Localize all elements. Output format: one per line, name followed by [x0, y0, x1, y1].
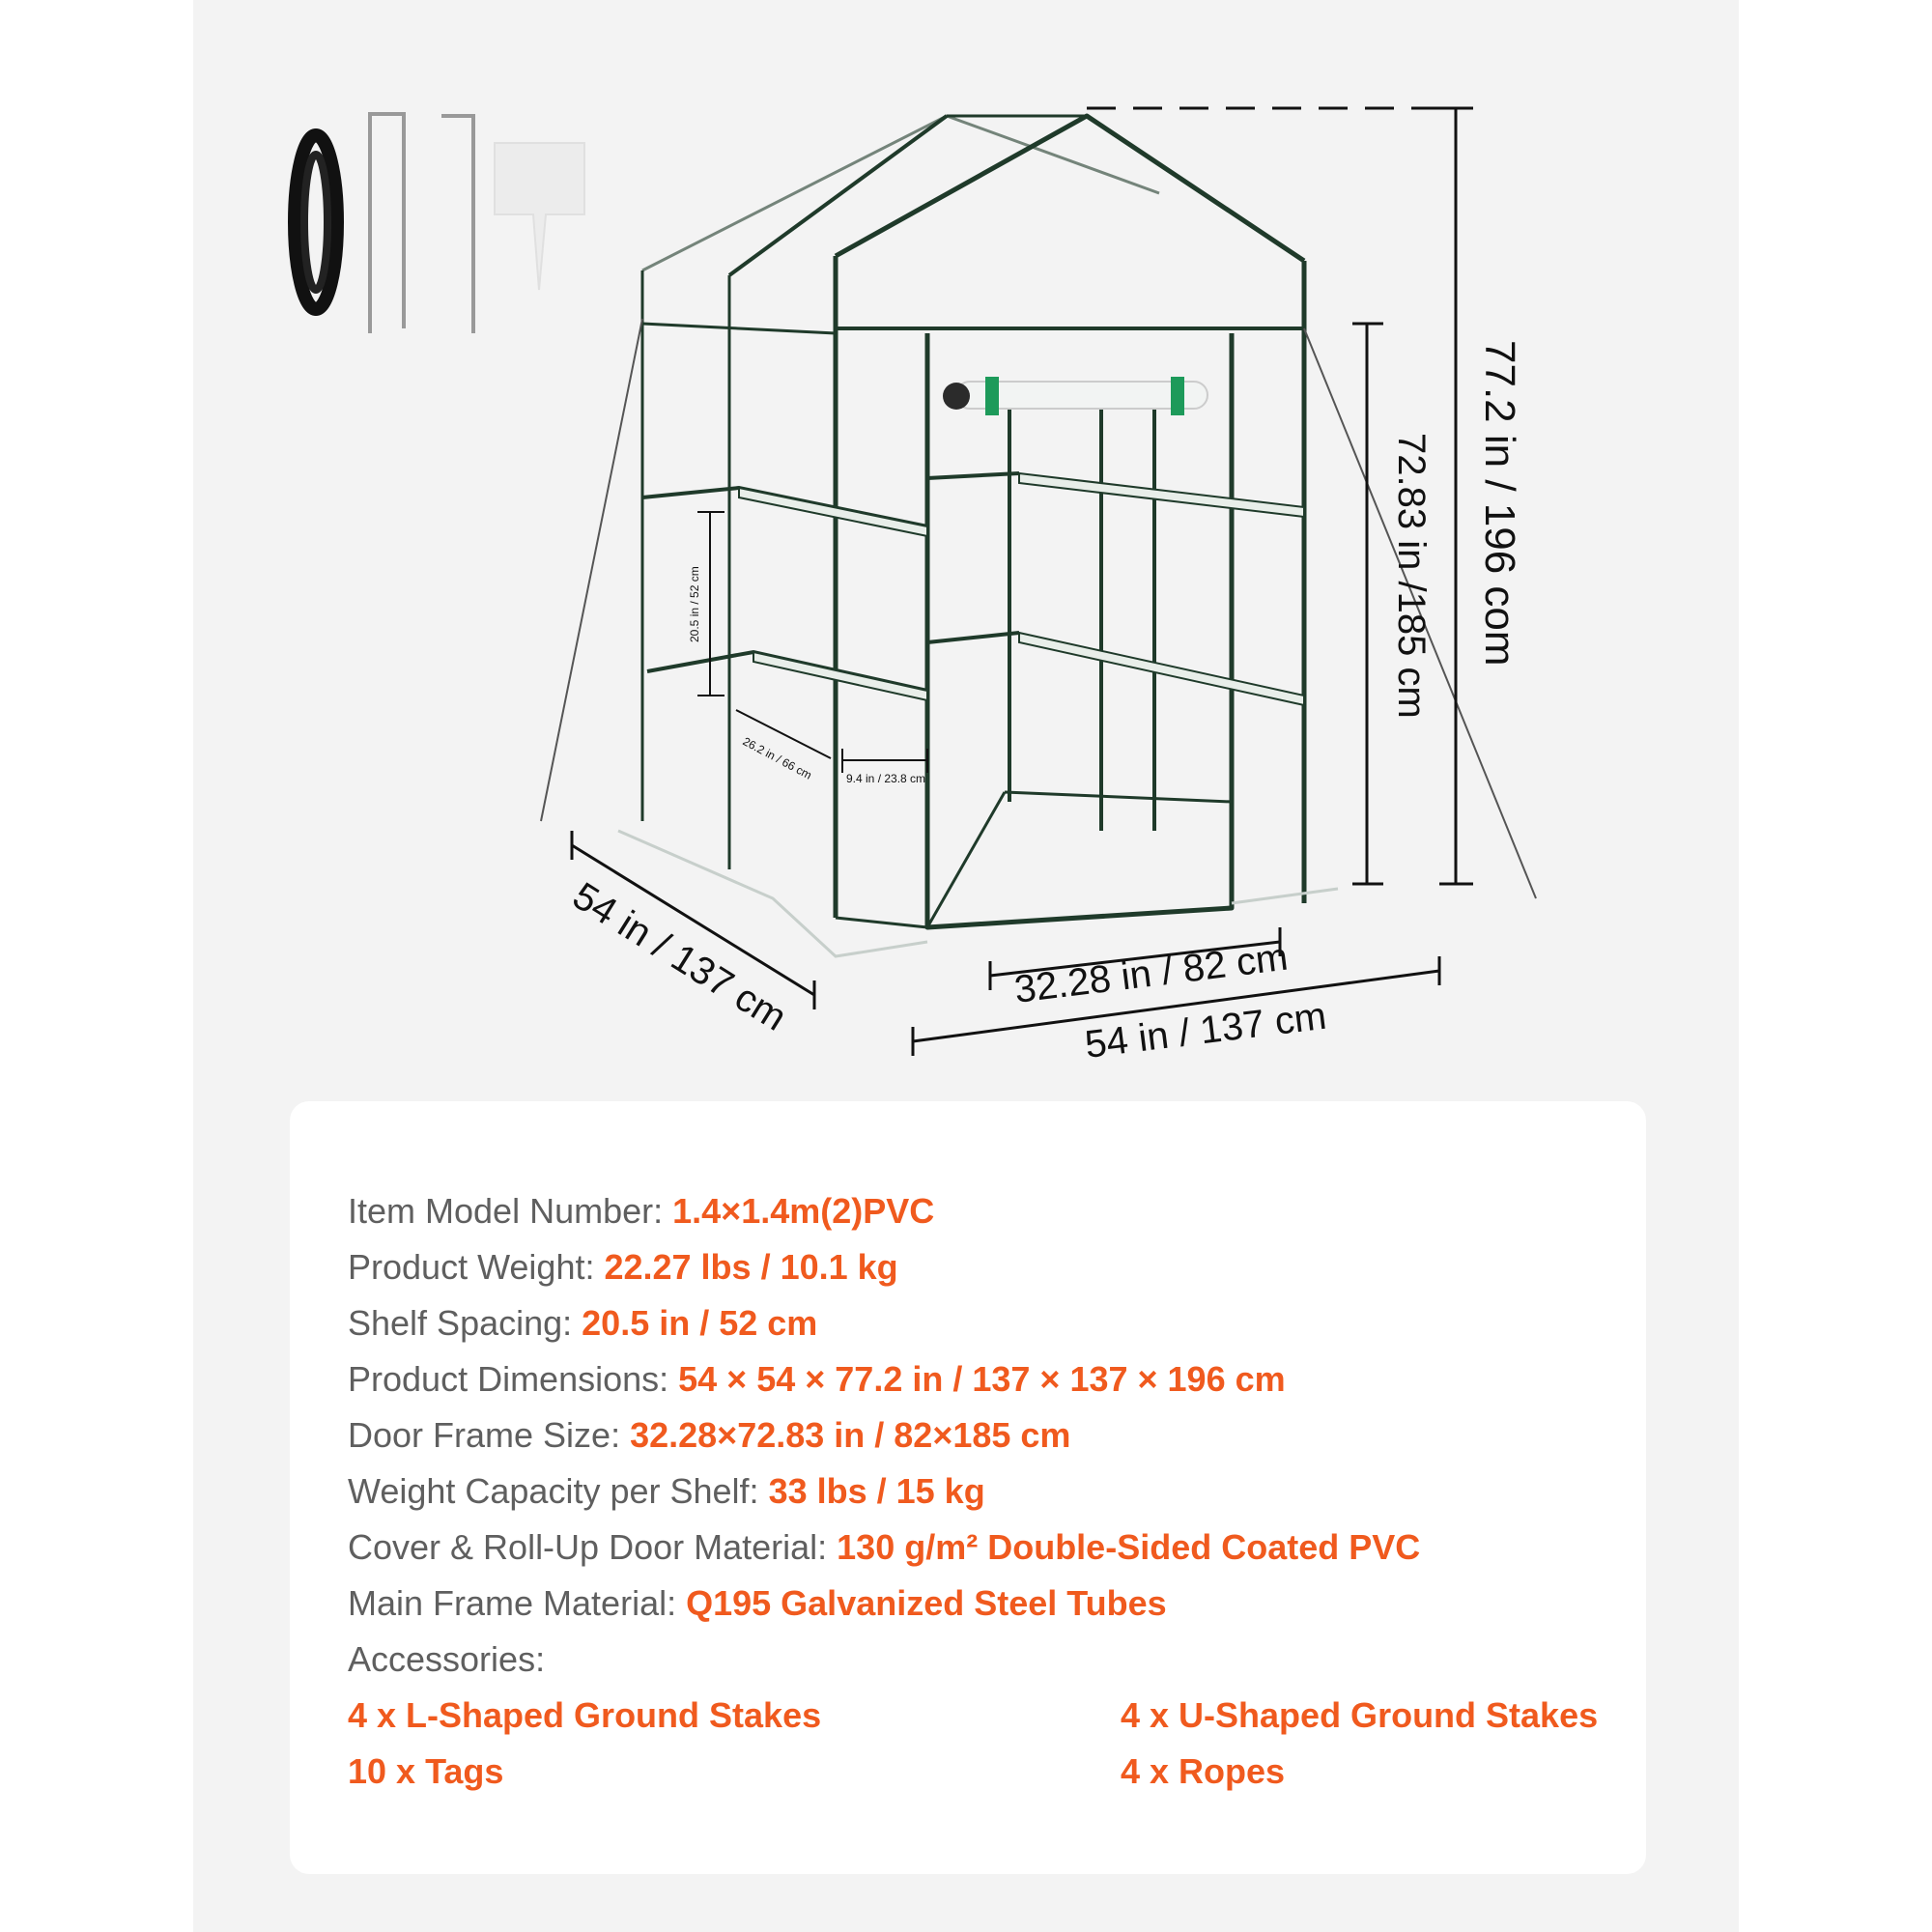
accessory-item: 4 x L-Shaped Ground Stakes [348, 1695, 822, 1735]
side-depth-label: 54 in / 137 cm [565, 874, 794, 1039]
accessories-heading [348, 1632, 1607, 1688]
l-stake-icon [441, 116, 473, 333]
total-height-label: 77.2 in / 196 com [1476, 340, 1523, 667]
spec-label: Main Frame Material: [348, 1583, 687, 1623]
accessory-item: 4 x U-Shaped Ground Stakes [1121, 1695, 1599, 1735]
door-width-label: 32.28 in / 82 cm [1011, 935, 1291, 1011]
spec-label: Door Frame Size: [348, 1415, 631, 1455]
rope-icon [295, 135, 337, 309]
roll-up-door [943, 377, 1208, 415]
spec-row-cover-material [348, 1520, 1607, 1576]
spec-value: 130 g/m² Double-Sided Coated PVC [837, 1527, 1421, 1567]
spec-row-shelf-spacing [348, 1295, 1607, 1351]
accessories-label: Accessories: [348, 1639, 546, 1679]
spec-row-product-dimensions [348, 1351, 1607, 1407]
spec-value: 32.28×72.83 in / 82×185 cm [630, 1415, 1071, 1455]
spec-value: 22.27 lbs / 10.1 kg [604, 1247, 898, 1287]
accessory-item: 4 x Ropes [1121, 1751, 1286, 1791]
shelf-gap-label: 9.4 in / 23.8 cm [846, 772, 926, 785]
greenhouse-diagram [193, 0, 1739, 1092]
spec-label: Product Dimensions: [348, 1359, 679, 1399]
spec-row-frame-material [348, 1576, 1607, 1632]
spec-label: Weight Capacity per Shelf: [348, 1471, 769, 1511]
spec-value: 33 lbs / 15 kg [768, 1471, 985, 1511]
accessories-grid [348, 1688, 1607, 1800]
accessory-item: 10 x Tags [348, 1751, 504, 1791]
spec-row-product-weight [348, 1239, 1607, 1295]
front-width-label: 54 in / 137 cm [1082, 994, 1329, 1066]
spec-label: Product Weight: [348, 1247, 605, 1287]
spec-list [348, 1183, 1607, 1800]
dimension-lines [572, 108, 1473, 1056]
door-height-label: 72.83 in /185 cm [1390, 433, 1433, 719]
spec-label: Shelf Spacing: [348, 1303, 582, 1343]
spec-card [290, 1101, 1646, 1874]
shelf-spacing-label: 20.5 in / 52 cm [688, 566, 701, 642]
spec-value: 1.4×1.4m(2)PVC [672, 1191, 935, 1231]
spec-label: Item Model Number: [348, 1191, 673, 1231]
spec-value: 54 × 54 × 77.2 in / 137 × 137 × 196 cm [678, 1359, 1286, 1399]
greenhouse-frame [642, 116, 1304, 927]
spec-value: Q195 Galvanized Steel Tubes [686, 1583, 1167, 1623]
spec-label: Cover & Roll-Up Door Material: [348, 1527, 838, 1567]
u-stake-icon [370, 114, 404, 333]
shelves [642, 473, 1304, 705]
spec-row-weight-capacity [348, 1463, 1607, 1520]
plant-tag-icon [495, 143, 584, 290]
spec-value: 20.5 in / 52 cm [582, 1303, 818, 1343]
shelf-depth-label: 26.2 in / 66 cm [740, 734, 814, 782]
spec-row-door-frame-size [348, 1407, 1607, 1463]
spec-row-model-number [348, 1183, 1607, 1239]
